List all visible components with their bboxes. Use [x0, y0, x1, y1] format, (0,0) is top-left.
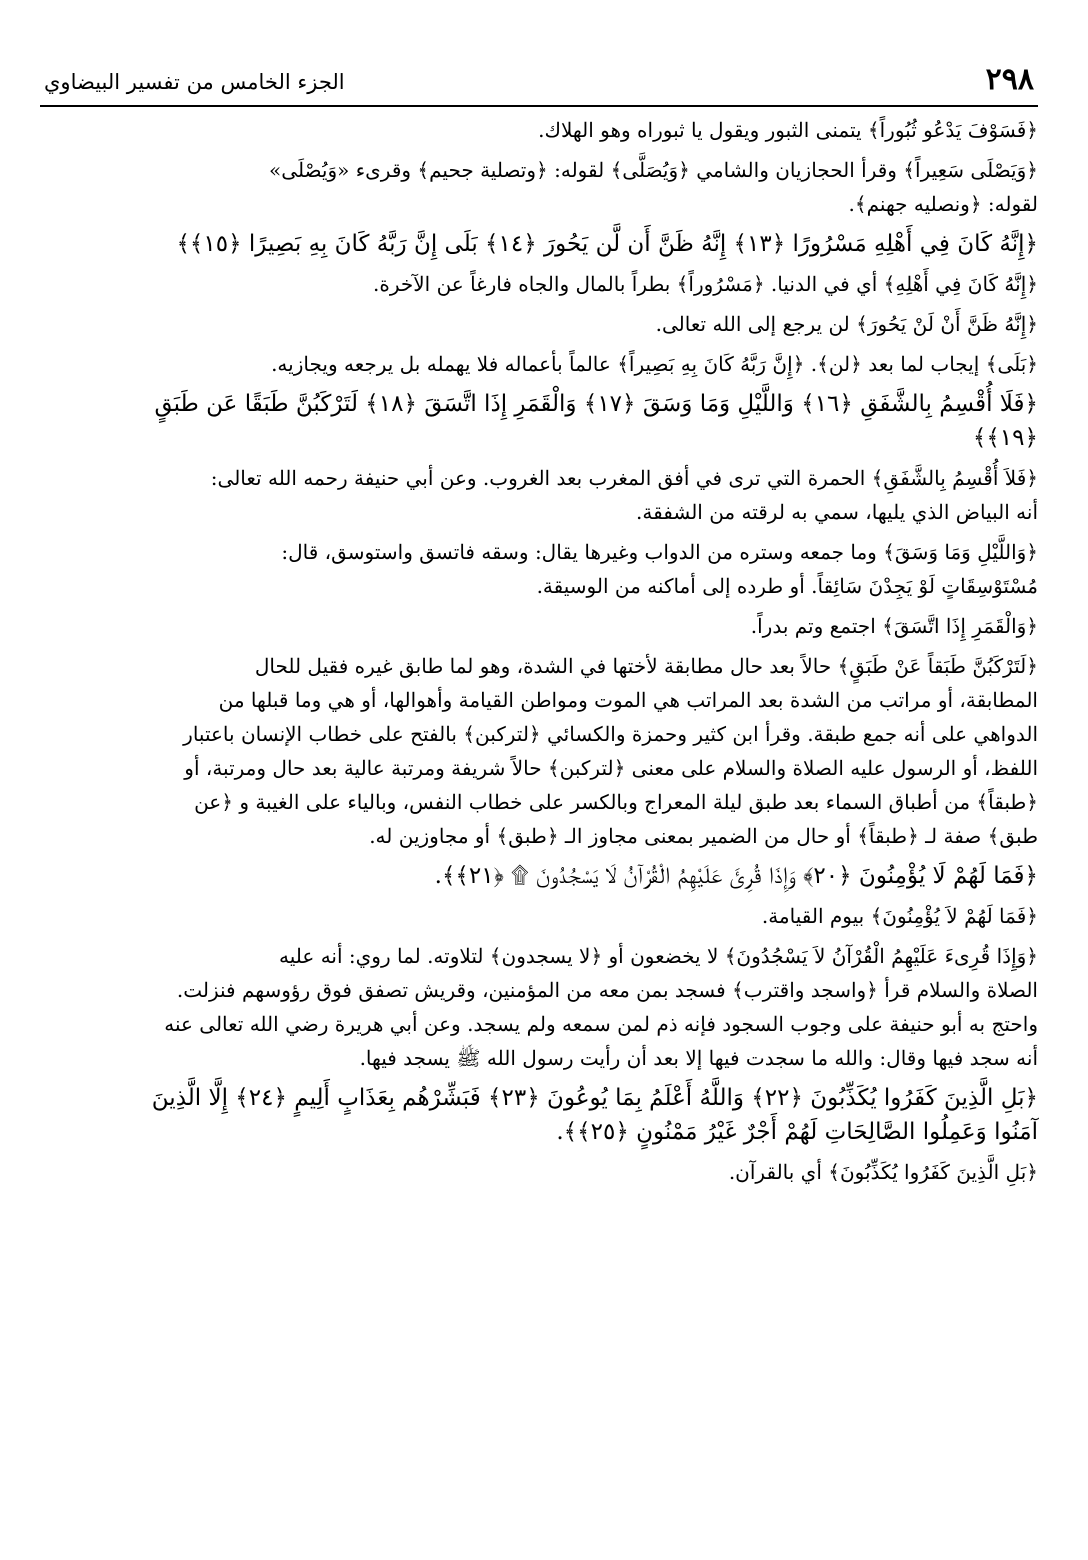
verse-line: ﴿١٩﴾﴾ — [972, 425, 1038, 451]
text-line: ﴿طبقاً﴾ من أطباق السماء بعد طبق ليلة المعراج وبالكسر على خطاب النفس، وبالياء على الغيبة و ﴿عن — [194, 790, 1038, 814]
verse-line: ﴿بَلِ الَّذِينَ كَفَرُوا يُكَذِّبُونَ ﴿٢٢﴾ وَاللَّهُ أَعْلَمُ بِمَا يُوعُونَ ﴿٢٣﴾ فَبَشِّرْهُم بِعَذَابٍ أَلِيمٍ ﴿٢٤﴾ إِلَّا الَّذِينَ — [151, 1085, 1038, 1111]
page-header — [40, 40, 1038, 107]
text-line: المطابقة، أو مراتب من الشدة بعد المراتب هي الموت ومواطن القيامة وأهوالها، أو هي وما قبلها من — [218, 688, 1038, 712]
commentary-paragraph — [40, 535, 1038, 603]
commentary-paragraph — [40, 899, 1038, 933]
text-line: ﴿إِنَّهُ كَانَ فِي أَهْلِهِ﴾ أي في الدنيا. ﴿مَسْرُوراً﴾ بطراً بالمال والجاه فارغاً عن الآخرة. — [373, 272, 1038, 296]
text-line: طبق﴾ صفة لـ ﴿طبقاً﴾ أو حال من الضمير بمعنى مجاوز الـ ﴿طبق﴾ أو مجاوزين له. — [369, 824, 1038, 848]
text-line: مُسْتَوْسِقَاتٍ لَوْ يَجِدْنَ سَائِقاً. أو طرده إلى أماكنه من الوسيقة. — [536, 574, 1038, 598]
text-line: ﴿فَسَوْفَ يَدْعُو ثُبُوراً﴾ يتمنى الثبور ويقول يا ثبوراه وهو الهلاك. — [538, 118, 1038, 142]
page-body — [40, 113, 1038, 1189]
text-line: أنه البياض الذي يليها، سمي به لرقته من الشفقة. — [636, 500, 1038, 524]
text-line: ﴿لَتَرْكَبُنَّ طَبَقاً عَنْ طَبَقٍ﴾ حالاً بعد حال مطابقة لأختها في الشدة، وهو لما طابق غيره فقيل للحال — [254, 654, 1038, 678]
text-line: واحتج به أبو حنيفة على وجوب السجود فإنه ذم لمن سمعه ولم يسجد. وعن أبي هريرة رضي الله تعالى عنه — [164, 1012, 1038, 1036]
text-line: ﴿فَمَا لَهُمْ لاَ يُؤْمِنُونَ﴾ بيوم القيامة. — [761, 904, 1038, 928]
quran-verse-block — [40, 227, 1038, 261]
verse-line: ﴿فَمَا لَهُمْ لَا يُؤْمِنُونَ ﴿٢٠﴾ وَإِذَا قُرِئَ عَلَيْهِمُ الْقُرْآنُ لَا يَسْجُدُونَ ۩ ﴿٢١﴾﴾. — [434, 863, 1038, 889]
quran-verse-block — [40, 859, 1038, 893]
text-line: لقوله: ﴿ونصليه جهنم﴾. — [848, 192, 1038, 216]
verse-line: ﴿فَلَا أُقْسِمُ بِالشَّفَقِ ﴿١٦﴾ وَاللَّيْلِ وَمَا وَسَقَ ﴿١٧﴾ وَالْقَمَرِ إِذَا اتَّسَقَ ﴿١٨﴾ لَتَرْكَبُنَّ طَبَقًا عَن طَبَقٍ — [154, 391, 1038, 417]
text-line: اللفظ، أو الرسول عليه الصلاة والسلام على معنى ﴿لتركبن﴾ حالاً شريفة ومرتبة عالية بعد حال ومرتبة، أو — [184, 756, 1038, 780]
commentary-paragraph — [40, 267, 1038, 301]
commentary-paragraph — [40, 307, 1038, 341]
verse-line: ﴿إِنَّهُ كَانَ فِي أَهْلِهِ مَسْرُورًا ﴿١٣﴾ إِنَّهُ ظَنَّ أَن لَّن يَحُورَ ﴿١٤﴾ بَلَى إِنَّ رَبَّهُ كَانَ بِهِ بَصِيرًا ﴿١٥﴾﴾ — [176, 231, 1038, 257]
commentary-paragraph — [40, 609, 1038, 643]
text-line: ﴿وَاللَّيْلِ وَمَا وَسَقَ﴾ وما جمعه وستره من الدواب وغيرها يقال: وسقه فاتسق واستوسق، قال: — [281, 540, 1038, 564]
commentary-paragraph — [40, 113, 1038, 147]
quran-verse-block — [40, 387, 1038, 455]
text-line: الصلاة والسلام قرأ ﴿واسجد واقترب﴾ فسجد بمن معه من المؤمنين، وقريش تصفق فوق رؤوسهم فنزلت. — [176, 978, 1038, 1002]
text-line: ﴿وَإِذَا قُرِىءَ عَلَيْهِمُ الْقُرْآنُ لاَ يَسْجُدُونَ﴾ لا يخضعون أو ﴿لا يسجدون﴾ لتلاوته. لما روي: أنه عليه — [279, 944, 1038, 968]
text-line: ﴿وَالْقَمَرِ إِذَا اتَّسَقَ﴾ اجتمع وتم بدراً. — [750, 614, 1038, 638]
commentary-paragraph — [40, 939, 1038, 1075]
commentary-paragraph — [40, 153, 1038, 221]
text-line: ﴿وَيَصْلَى سَعِيراً﴾ وقرأ الحجازيان والشامي ﴿وَيُصَلَّى﴾ لقوله: ﴿وتصلية جحيم﴾ وقرىء «وَيُصْلَى» — [269, 158, 1038, 182]
commentary-paragraph — [40, 1155, 1038, 1189]
running-title: الجزء الخامس من تفسير البيضاوي — [44, 70, 345, 94]
text-line: ﴿بَلَى﴾ إيجاب لما بعد ﴿لن﴾. ﴿إِنَّ رَبَّهُ كَانَ بِهِ بَصِيراً﴾ عالماً بأعماله فلا يهمله بل يرجعه ويجازيه. — [271, 352, 1038, 376]
verse-line: آمَنُوا وَعَمِلُوا الصَّالِحَاتِ لَهُمْ أَجْرٌ غَيْرُ مَمْنُونٍ ﴿٢٥﴾﴾. — [556, 1119, 1038, 1145]
text-line: ﴿إِنَّهُ ظَنَّ أَنْ لَنْ يَحُورَ﴾ لن يرجع إلى الله تعالى. — [655, 312, 1038, 336]
text-line: ﴿بَلِ الَّذِينَ كَفَرُوا يُكَذِّبُونَ﴾ أي بالقرآن. — [728, 1160, 1038, 1184]
commentary-paragraph — [40, 649, 1038, 853]
commentary-paragraph — [40, 347, 1038, 381]
page-number: ٢٩٨ — [985, 62, 1034, 97]
text-line: أنه سجد فيها وقال: والله ما سجدت فيها إلا بعد أن رأيت رسول الله ﷺ يسجد فيها. — [359, 1046, 1038, 1070]
text-line: ﴿فَلاَ أُقْسِمُ بِالشَّفَقِ﴾ الحمرة التي ترى في أفق المغرب بعد الغروب. وعن أبي حنيفة رحمه الله تعالى: — [210, 466, 1038, 490]
text-line: الدواهي على أنه جمع طبقة. وقرأ ابن كثير وحمزة والكسائي ﴿لتركبن﴾ بالفتح على خطاب الإنسان باعتبار — [183, 722, 1038, 746]
commentary-paragraph — [40, 461, 1038, 529]
quran-verse-block — [40, 1081, 1038, 1149]
